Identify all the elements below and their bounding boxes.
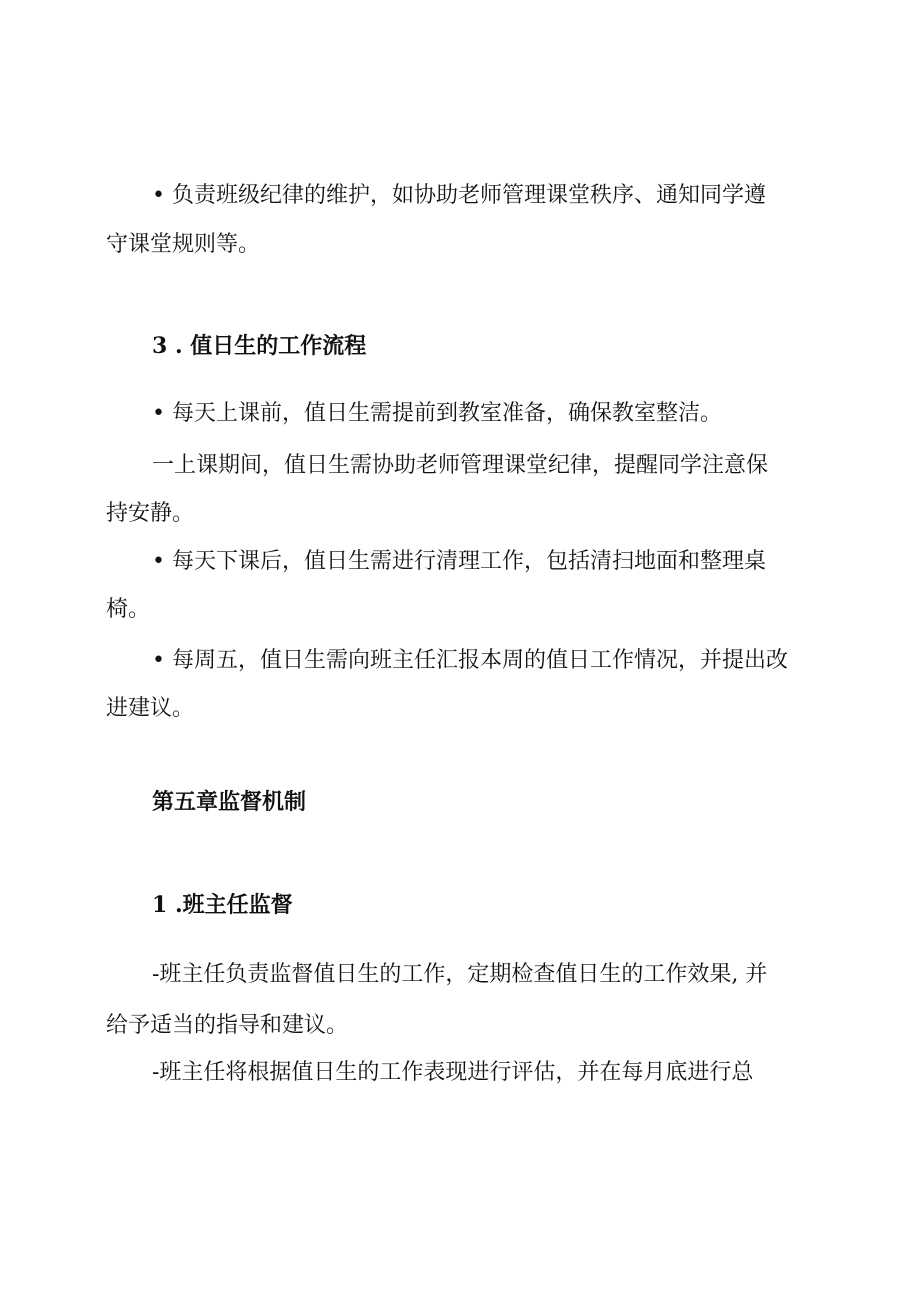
paragraph-line: • 每天上课前，值日生需提前到教室准备，确保教室整洁。 [152, 401, 722, 426]
paragraph-line: • 负责班级纪律的维护，如协助老师管理课堂秩序、通知同学遵 [152, 183, 766, 208]
paragraph-line: • 每天下课后，值日生需进行清理工作，包括清扫地面和整理桌 [152, 549, 766, 574]
subsection-heading: 1 .班主任监督 [152, 892, 293, 918]
paragraph-line: 椅。 [106, 597, 151, 622]
section-heading: 3 . 值日生的工作流程 [152, 333, 367, 359]
paragraph-line: 守课堂规则等。 [106, 232, 261, 257]
chapter-heading: 第五章监督机制 [152, 789, 307, 815]
paragraph-line: 一上课期间，值日生需协助老师管理课堂纪律，提醒同学注意保 [152, 453, 769, 478]
paragraph-line: -班主任将根据值日生的工作表现进行评估，并在每月底进行总 [152, 1060, 754, 1085]
paragraph-line: 给予适当的指导和建议。 [106, 1013, 349, 1038]
paragraph-line: • 每周五，值日生需向班主任汇报本周的值日工作情况，并提出改 [152, 648, 788, 673]
paragraph-line: -班主任负责监督值日生的工作，定期检查值日生的工作效果, 并 [152, 962, 768, 987]
paragraph-line: 持安静。 [106, 501, 195, 526]
paragraph-line: 进建议。 [106, 696, 195, 721]
